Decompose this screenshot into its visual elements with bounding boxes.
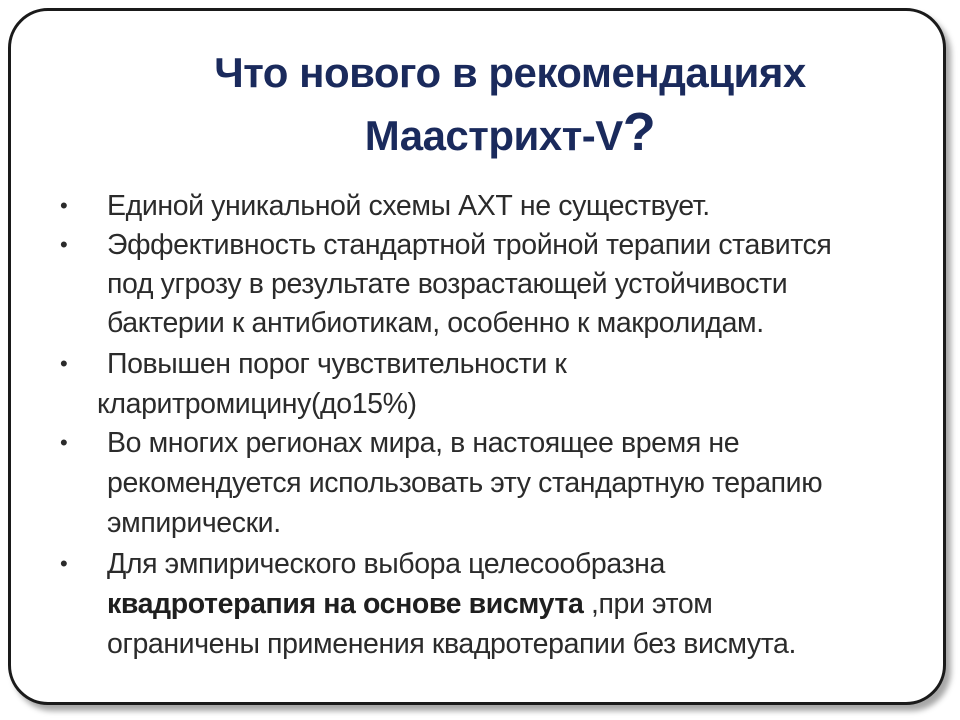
list-item-2-line-3: бактерии к антибиотикам, особенно к макролидам. — [107, 307, 764, 339]
slide-title-line-1: Что нового в рекомендациях — [214, 49, 806, 96]
slide-title-line-2 — [120, 104, 900, 164]
list-item-1-line-1: Единой уникальной схемы АХТ не существует. — [107, 190, 710, 222]
bullet-marker: • — [60, 351, 68, 376]
list-item-4-line-1: Во многих регионах мира, в настоящее время не — [107, 427, 740, 459]
list-item-5-line-1: Для эмпирического выбора целесообразна — [107, 548, 665, 580]
list-item-4-line-3: эмпирически. — [107, 507, 281, 539]
bullet-marker: • — [60, 430, 68, 455]
list-item-2-line-1: Эффективность стандартной тройной терапии ставится — [107, 229, 832, 261]
bullet-marker: • — [60, 193, 68, 218]
list-item-5-line-3: ограничены применения квадротерапии без висмута. — [107, 628, 797, 660]
emphasis-bismuth-quadrotherapy: квадротерапия на основе висмута — [107, 588, 584, 620]
bullet-marker: • — [60, 232, 68, 257]
list-item-3-line-1: Повышен порог чувствительности к — [107, 348, 567, 380]
list-item-2-line-2: под угрозу в результате возрастающей устойчивости — [107, 268, 788, 300]
title-text: Маастрихт-V — [364, 112, 623, 159]
list-item-4-line-2: рекомендуется использовать эту стандартную терапию — [107, 467, 823, 499]
list-item-3-line-2: кларитромицину(до15%) — [97, 388, 417, 420]
list-item-5-line-2 — [107, 585, 712, 623]
bullet-marker: • — [60, 551, 68, 576]
title-question-mark: ? — [622, 102, 656, 162]
list-item-5-line-2-tail: ,при этом — [583, 588, 713, 620]
